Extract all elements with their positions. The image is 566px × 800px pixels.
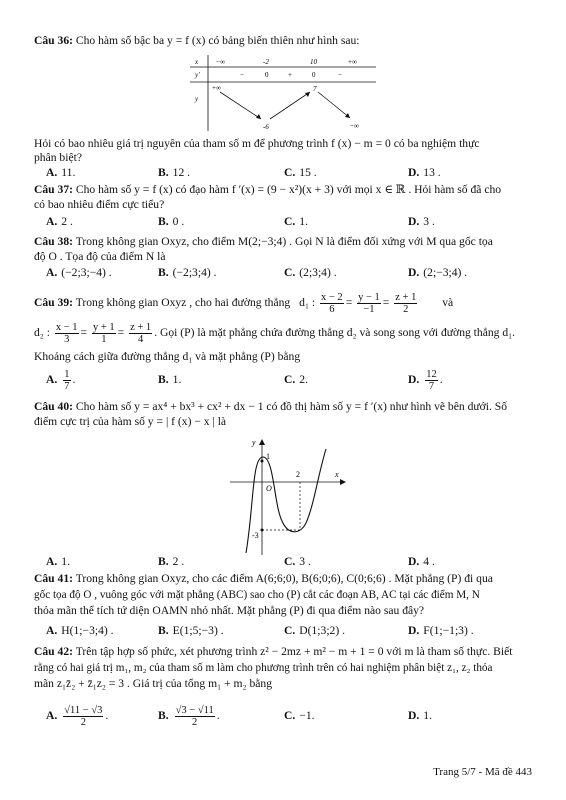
table-sign: 0	[312, 71, 316, 79]
option-a[interactable]: A. $\frac{√11 - √3}{2}$ .	[46, 704, 109, 728]
table-sign: +	[288, 71, 292, 79]
conjunction: và	[442, 296, 454, 309]
question-text: điểm cực trị của hàm số y = | f (x) − x | là	[34, 415, 227, 428]
question-text: độ O . Tọa độ của điểm N là	[34, 250, 166, 263]
question-36	[34, 34, 360, 48]
option-c[interactable]: C. 3 .	[284, 555, 311, 568]
table-x-value: −∞	[216, 58, 225, 66]
question-text: phân biệt?	[34, 151, 82, 164]
answer-options	[34, 215, 534, 231]
question-text: Khoảng cách giữa đường thẳng d₁ và mặt phẳng (P) bằng	[34, 350, 301, 363]
question-text: gốc tọa độ O , vuông góc với mặt phẳng (ABC) sao cho (P) cắt các đoạn AB, AC tại các điểm M, N	[34, 589, 480, 601]
answer-options	[34, 266, 534, 282]
decreasing-arrow	[220, 92, 261, 119]
question-label: Câu 36:	[34, 34, 73, 47]
table-y-value: −∞	[350, 122, 359, 130]
question-40	[34, 400, 507, 414]
option-d[interactable]: D. $\frac{12}{7}$ .	[408, 368, 443, 392]
option-c[interactable]: C. 1.	[284, 215, 308, 228]
question-text: Trong không gian Oxyz , cho hai đường thẳng	[75, 296, 291, 309]
tick-label: 2	[296, 470, 300, 479]
fraction: $\frac{x - 2}{6}$	[321, 291, 343, 315]
option-a[interactable]: A. 1.	[46, 555, 70, 568]
tick-label: -3	[252, 531, 259, 540]
table-yp-label: y'	[195, 71, 200, 79]
option-d[interactable]: D. F(1;−1;3) .	[408, 624, 474, 637]
variation-table	[190, 55, 376, 131]
tick-label: 1	[266, 452, 270, 461]
question-text: Trên tập hợp số phức, xét phương trình z² − 2mz + m² − m + 1 = 0 với m là tham số thực. Biết	[75, 645, 513, 658]
option-b[interactable]: B. 12 .	[158, 166, 191, 179]
answer-options	[34, 555, 534, 571]
fraction: $\frac{x - 1}{3}$	[55, 321, 78, 345]
fraction: $\frac{y + 1}{1}$	[92, 321, 115, 345]
option-c[interactable]: C. −1.	[284, 709, 315, 722]
table-y-value: 7	[313, 85, 317, 93]
origin-label: O	[266, 484, 272, 493]
line-d1-label: d₁ :	[299, 296, 316, 309]
question-label: Câu 39:	[34, 296, 73, 309]
question-text: thỏa mãn thể tích tứ diện OAMN nhỏ nhất. Mặt phẳng (P) đi qua điểm nào sau đây?	[34, 604, 425, 617]
fraction: $\frac{y - 1}{-1}$	[358, 291, 380, 315]
table-y-value: -6	[263, 123, 269, 131]
option-a[interactable]: A. $\frac{1}{7}$ .	[46, 368, 76, 392]
option-d[interactable]: D. 3 .	[408, 215, 435, 228]
table-sign: −	[338, 71, 342, 79]
question-37	[34, 183, 501, 197]
option-c[interactable]: C. (2;3;4) .	[284, 266, 337, 279]
table-x-label: x	[195, 58, 199, 66]
option-a[interactable]: A. 11.	[46, 166, 76, 179]
option-d[interactable]: D. 1.	[408, 709, 432, 722]
question-42	[34, 645, 512, 659]
option-b[interactable]: B. 0 .	[158, 215, 185, 228]
question-text: rằng có hai giá trị m₁, m₂ của tham số m làm cho phương trình trên có hai nghiệm phân biệt z₁, z₂ thỏa	[34, 662, 493, 674]
line-d2-label: d₂ :	[34, 326, 50, 339]
question-39: Câu 39: Trong không gian Oxyz , cho hai đường thẳng d₁ : $\frac{x - 2}{6}$ = $\frac{y - 1}{-1}$ = $\frac{z + 1}{2}$ và	[34, 291, 454, 315]
question-label: Câu 40:	[34, 400, 73, 413]
axis-x-label: x	[335, 470, 339, 479]
question-text: Cho hàm số y = f (x) có đạo hàm f ′(x) = (9 − x²)(x + 3) với mọi x ∈ ℝ . Hỏi hàm số đã cho	[75, 183, 502, 196]
question-label: Câu 38:	[34, 235, 73, 248]
option-c[interactable]: C. 2.	[284, 373, 308, 386]
question-text: mãn z₁z̄₂ + z̄₁z₂ = 3 . Giá trị của tổng m₁ + m₂ bằng	[34, 677, 273, 690]
option-a[interactable]: A. 2 .	[46, 215, 73, 228]
answer-options	[34, 700, 534, 732]
table-x-value: 10	[310, 58, 317, 66]
axis-y-label: y	[252, 438, 256, 447]
option-a[interactable]: A. (−2;3;−4) .	[46, 266, 112, 279]
answer-options	[34, 624, 534, 640]
decreasing-arrow	[318, 92, 350, 118]
table-x-value: -2	[263, 58, 269, 66]
question-label: Câu 37:	[34, 183, 73, 196]
fraction: $\frac{z + 1}{4}$	[130, 321, 152, 345]
option-b[interactable]: B. 2 .	[158, 555, 185, 568]
answer-options	[34, 366, 534, 394]
question-text: d₂ : $\frac{x - 1}{3}$ = $\frac{y + 1}{1}$ = $\frac{z + 1}{4}$ . Gọi (P) là mặt phẳng chứa đường thẳng d₂ và song song với đường thẳng d₁.	[34, 321, 516, 345]
answer-options	[34, 166, 534, 182]
table-y-label: y	[195, 95, 199, 103]
question-text: Trong không gian Oxyz, cho điểm M(2;−3;4) . Gọi N là điểm đối xứng với M qua gốc tọa	[75, 235, 493, 248]
option-b[interactable]: B. (−2;3;4) .	[158, 266, 217, 279]
table-sign: 0	[265, 71, 269, 79]
table-x-value: +∞	[348, 58, 357, 66]
question-text: Hỏi có bao nhiêu giá trị nguyên của tham số m để phương trình f (x) − m = 0 có ba nghiệm thực	[34, 137, 480, 150]
page-footer: Trang 5/7 - Mã đề 443	[433, 766, 532, 778]
table-sign: −	[240, 71, 244, 79]
option-b[interactable]: B. $\frac{√3 - √11}{2}$ .	[158, 704, 220, 728]
question-label: Câu 41:	[34, 572, 73, 585]
option-c[interactable]: C. D(1;3;2) .	[284, 624, 346, 637]
option-c[interactable]: C. 15 .	[284, 166, 317, 179]
option-a[interactable]: A. H(1;−3;4) .	[46, 624, 114, 637]
question-41	[34, 572, 493, 586]
option-d[interactable]: D. 13 .	[408, 166, 441, 179]
derivative-graph	[230, 435, 350, 555]
option-d[interactable]: D. (2;−3;4) .	[408, 266, 468, 279]
option-b[interactable]: B. 1.	[158, 373, 182, 386]
question-text: Cho hàm số bậc ba y = f (x) có bảng biến thiên như hình sau:	[75, 34, 360, 47]
option-b[interactable]: B. E(1;5;−3) .	[158, 624, 224, 637]
table-y-value: +∞	[212, 84, 221, 92]
option-d[interactable]: D. 4 .	[408, 555, 435, 568]
question-text: Trong không gian Oxyz, cho các điểm A(6;6;0), B(6;0;6), C(0;6;6) . Mặt phẳng (P) đi qua	[75, 572, 493, 585]
increasing-arrow	[270, 92, 310, 119]
fraction: $\frac{z + 1}{2}$	[395, 291, 417, 315]
question-text: Cho hàm số y = ax⁴ + bx³ + cx² + dx − 1 có đồ thị hàm số y = f ′(x) như hình vẽ bên dưới. Số	[75, 400, 508, 413]
question-38	[34, 235, 493, 249]
question-text: có bao nhiêu điểm cực tiểu?	[34, 198, 165, 211]
question-label: Câu 42:	[34, 645, 73, 658]
